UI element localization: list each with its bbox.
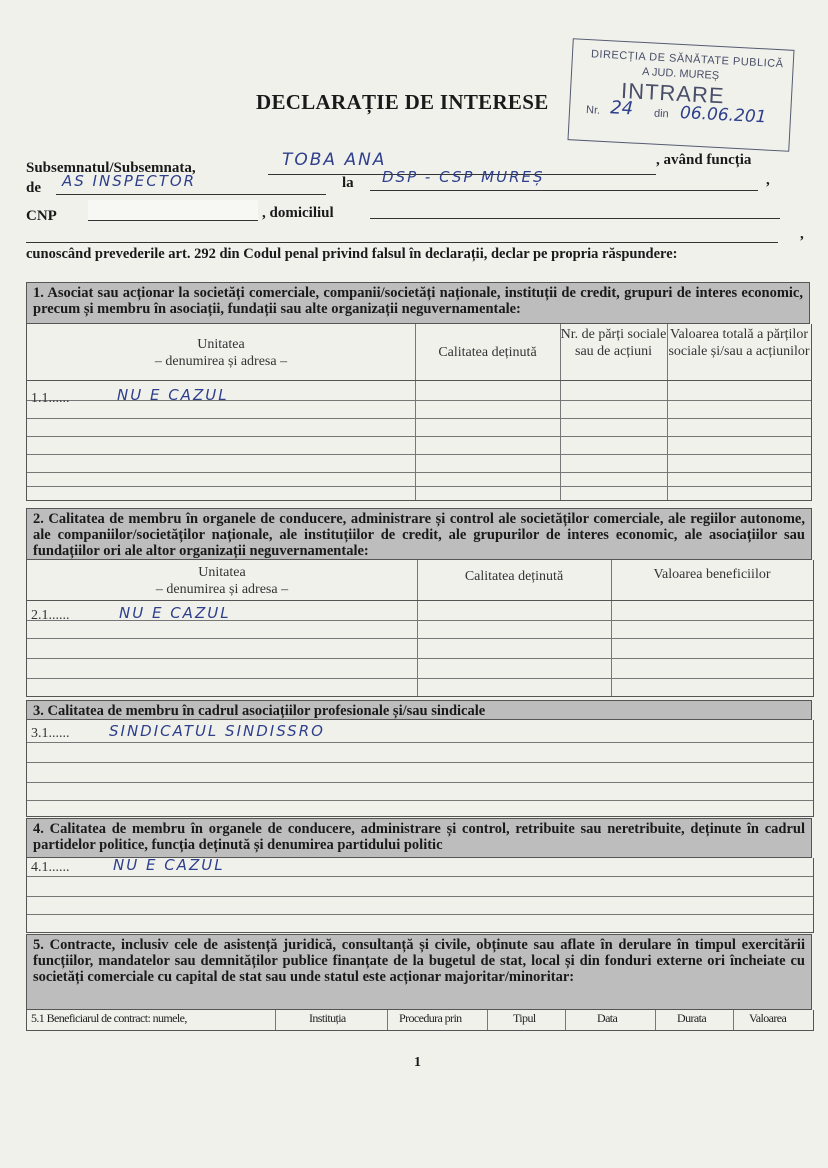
section-5-heading: 5. Contracte, inclusiv cele de asistență juridică, consultanță și civile, obținute sau aflate în derulare în timpul exercitării funcțiilor, mandatelor sau demnităților publice finanțate de la bugetul de stat, local și din fonduri externe ori încheiate cu societăți comerciale cu capital de stat sau unde statul este acționar majoritar/minoritar: <box>26 934 812 1010</box>
s3-row-value: SINDICATUL SINDISSRO <box>109 722 325 740</box>
section-1-heading: 1. Asociat sau acționar la societăți comerciale, companii/societăți naționale, instituții de credit, grupuri de interes economic, precum și membru în asociații, fundații sau alte organizații neguvernamentale: <box>26 282 810 324</box>
cnp-redaction <box>88 200 258 220</box>
domiciliul-field-line-2[interactable] <box>26 224 778 243</box>
section-2-heading: 2. Calitatea de membru în organele de conducere, administrare și control ale societăților comerciale, ale regiilor autonome, ale companiilor/societăților naționale, ale instituțiilor de credit, ale grupurilor de interes economic, ale asociațiilor sau fundațiilor ori ale altor organizații neguvernamentale: <box>26 508 812 560</box>
s2-col-calitatea: Calitatea deținută <box>464 569 564 584</box>
comma-2: , <box>800 226 804 242</box>
s2-col-valoarea-beneficiilor: Valoarea beneficiilor <box>653 567 771 582</box>
s1-col-unitatea: Unitatea – denumirea și adresa – <box>154 337 288 369</box>
s3-row-label: 3.1...... <box>31 726 70 741</box>
s5-col-durata: Durata <box>677 1011 707 1025</box>
s5-col-procedura: Procedura prin <box>399 1011 462 1025</box>
subsemnatul-label: Subsemnatul/Subsemnata, <box>26 160 196 176</box>
s5-col-valoarea: Valoarea <box>749 1011 787 1025</box>
domiciliul-label: , domiciliul <box>262 205 334 221</box>
section-4-table <box>26 858 814 933</box>
cnp-label: CNP <box>26 208 57 224</box>
s2-col-unitatea: Unitatea – denumirea și adresa – <box>155 565 289 597</box>
s1-col-nr-parti: Nr. de părți sociale sau de acțiuni <box>560 327 667 359</box>
s1-row-value: NU E CAZUL <box>117 386 229 404</box>
stamp-line-3: INTRARE <box>620 77 726 109</box>
s5-col-institutia: Instituția <box>309 1011 346 1025</box>
page-number: 1 <box>414 1055 421 1070</box>
s1-row-label: 1.1...... <box>31 391 70 406</box>
stamp-line-1: DIRECȚIA DE SĂNĂTATE PUBLICĂ <box>590 48 784 71</box>
de-label: de <box>26 180 41 196</box>
name-value: TOBA ANA <box>282 150 387 170</box>
section-1-table <box>26 324 812 501</box>
declaration-text: cunoscând prevederile art. 292 din Codul penal privind falsul în declarații, declar pe propria răspundere: <box>26 246 678 262</box>
stamp-nr-value: 24 <box>609 97 634 120</box>
s5-col-tipul: Tipul <box>513 1011 536 1025</box>
stamp-line-2: A JUD. MUREȘ <box>641 65 720 82</box>
la-label: la <box>342 175 354 191</box>
s1-col-calitatea: Calitatea deținută <box>438 345 537 360</box>
s4-row-value: NU E CAZUL <box>113 856 225 874</box>
s5-col-data: Data <box>597 1011 618 1025</box>
section-3-heading: 3. Calitatea de membru în cadrul asociațiilor profesionale și/sau sindicale <box>26 700 812 720</box>
document-title: DECLARAȚIE DE INTERESE <box>256 90 549 114</box>
section-5-table <box>26 1010 814 1031</box>
comma-1: , <box>766 172 770 188</box>
s1-col-valoarea: Valoarea totală a părților sociale și/sau a acțiunilor <box>668 327 810 359</box>
stamp-nr-label: Nr. <box>585 104 601 117</box>
avand-functia-label: , având funcția <box>656 152 752 168</box>
s5-col-beneficiar: 5.1 Beneficiarul de contract: numele, <box>31 1011 187 1025</box>
stamp-date-value: 06.06.201 <box>679 102 767 128</box>
functia-value: AS INSPECTOR <box>62 172 197 190</box>
section-3-table <box>26 720 814 817</box>
stamp-din-label: din <box>653 107 669 121</box>
domiciliul-field[interactable] <box>370 200 780 219</box>
section-2-table <box>26 560 814 697</box>
section-4-heading: 4. Calitatea de membru în organele de conducere, administrare și control, retribuite sau neretribuite, deținute în cadrul partidelor politice, funcția deținută și denumirea partidului politic <box>26 818 812 858</box>
s2-row-value: NU E CAZUL <box>119 604 231 622</box>
registration-stamp <box>567 38 794 151</box>
institutia-value: DSP - CSP MUREȘ <box>382 168 545 186</box>
s4-row-label: 4.1...... <box>31 860 70 875</box>
s2-row-label: 2.1...... <box>31 608 70 623</box>
